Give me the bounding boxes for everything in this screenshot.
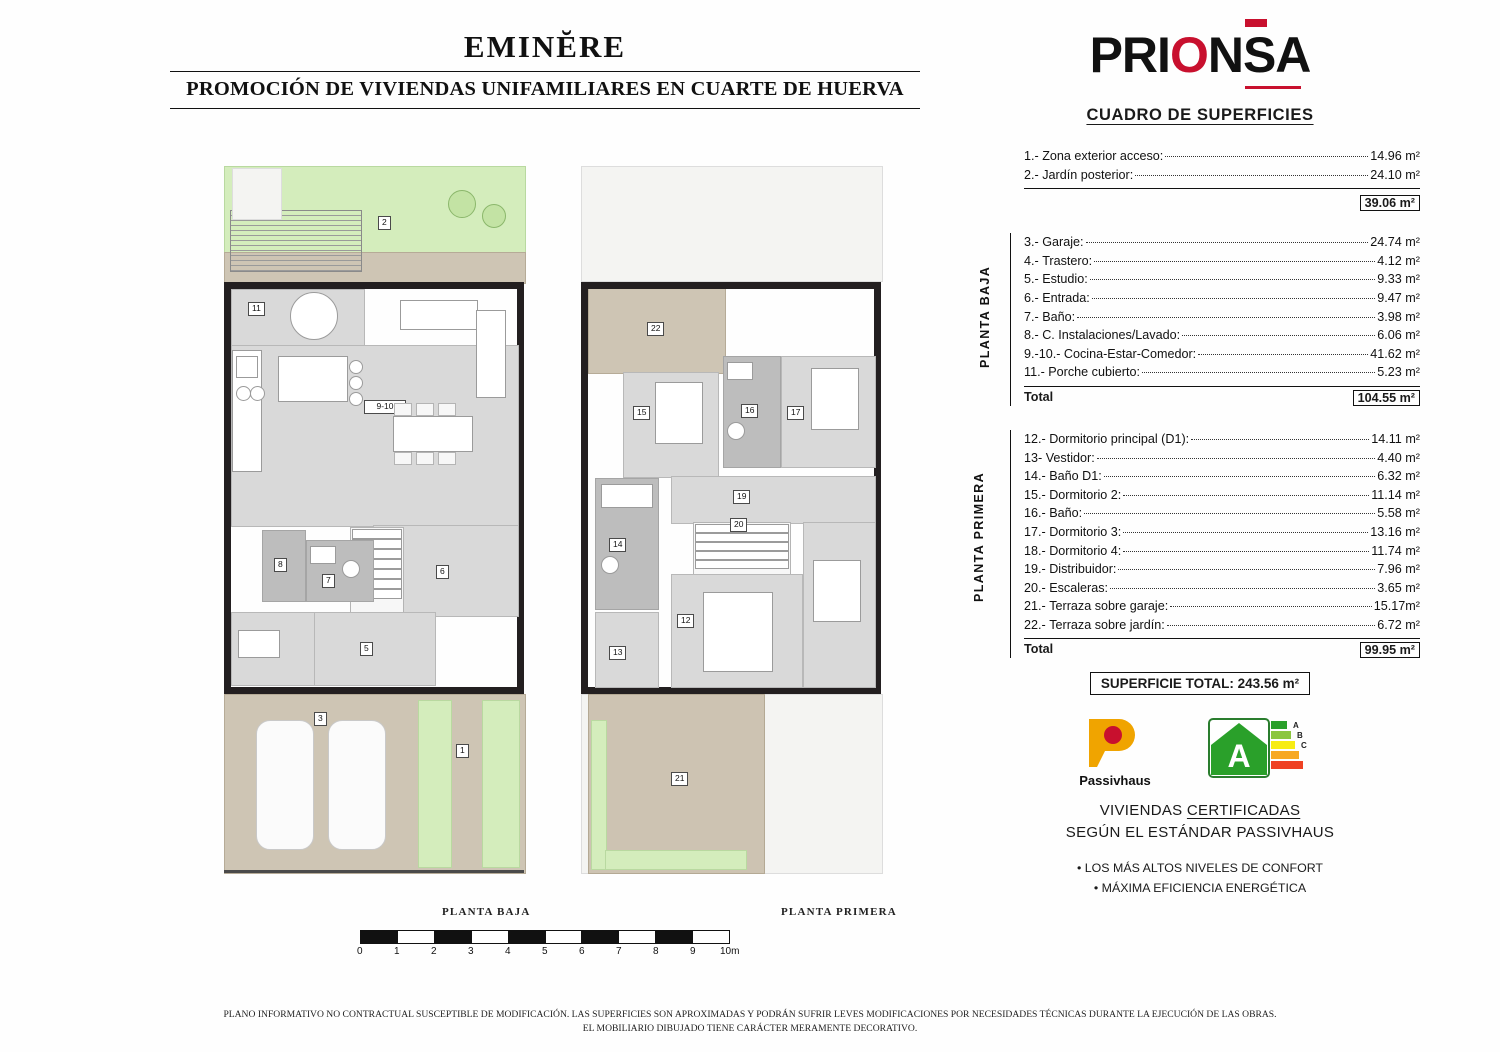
row-value: 24.10 m² [1370, 167, 1420, 182]
svg-text:A: A [1227, 738, 1251, 775]
disclaimer [0, 1008, 1500, 1036]
table-row [1024, 523, 1420, 542]
chair-icon [416, 452, 434, 465]
surface-schedule-panel [972, 27, 1420, 898]
passivhaus-logo [1079, 713, 1151, 788]
room-tag-13: 13 [609, 646, 626, 660]
room-tag-9-10: 9-10 [364, 400, 406, 414]
table-row [1024, 430, 1420, 449]
row-value: 3.98 m² [1377, 309, 1420, 324]
kitchen-island [278, 356, 348, 402]
table-row [1024, 345, 1420, 364]
logo-underline [1245, 86, 1301, 89]
car-icon [328, 720, 386, 850]
wall [224, 687, 524, 694]
room-tag-21: 21 [671, 772, 688, 786]
tree-icon [482, 204, 506, 228]
logo-text-right: NSA [1207, 27, 1311, 83]
disclaimer-line-2: EL MOBILIARIO DIBUJADO TIENE CARÁCTER MERAMENTE DECORATIVO. [582, 1023, 918, 1034]
room-tag-8: 8 [274, 558, 287, 572]
leader-dots [1123, 495, 1369, 496]
row-value: 5.23 m² [1377, 365, 1420, 380]
scale-tick-9: 9 [690, 946, 696, 957]
leader-dots [1135, 175, 1368, 176]
row-index: 7.- [1024, 309, 1039, 324]
shower-icon [727, 362, 753, 380]
table-row [1024, 542, 1420, 561]
row-label: Cocina-Estar-Comedor: [1063, 346, 1197, 361]
leader-dots [1191, 439, 1369, 440]
row-index: 5.- [1024, 272, 1039, 287]
scale-tick-3: 3 [468, 946, 474, 957]
toilet-icon [601, 556, 619, 574]
cert-line-1 [980, 800, 1420, 822]
logo-text-left: PRI [1089, 27, 1170, 83]
wall [581, 687, 881, 694]
first-floor-caption: PLANTA PRIMERA [781, 906, 897, 918]
subtotal-row [1024, 195, 1420, 211]
dining-table [393, 416, 473, 452]
scale-tick-8: 8 [653, 946, 659, 957]
disclaimer-line-1: PLANO INFORMATIVO NO CONTRACTUAL SUSCEPTIBLE DE MODIFICACIÓN. LAS SUPERFICIES SON APROXIMADAS Y PODRÁN SUFRIR LEVES MODIFICACIONES POR NECESIDADES TÉCNICAS DURANTE LA EJECUCIÓN DE LAS OBRAS. [223, 1009, 1277, 1020]
scale-tick-0: 0 [357, 946, 363, 957]
leader-dots [1142, 372, 1375, 373]
sofa-icon [476, 310, 506, 398]
passivhaus-label: Passivhaus [1079, 773, 1151, 789]
room-tag-17: 17 [787, 406, 804, 420]
leader-dots [1167, 625, 1376, 626]
table-row [1024, 363, 1420, 382]
stair-step [352, 529, 402, 539]
car-icon [256, 720, 314, 850]
access-planting [418, 700, 452, 868]
tree-icon [448, 190, 476, 218]
row-value: 13.16 m² [1370, 524, 1420, 539]
row-label: Escaleras: [1049, 580, 1108, 595]
row-label: Terraza sobre jardín: [1049, 617, 1165, 632]
row-index: 3.- [1024, 235, 1039, 250]
wall [581, 282, 588, 694]
schedule-group-ground [1024, 233, 1420, 406]
group-rule [1010, 233, 1011, 406]
leader-dots [1084, 513, 1375, 514]
row-value: 6.32 m² [1377, 469, 1420, 484]
bullet-item: • MÁXIMA EFICIENCIA ENERGÉTICA [1093, 881, 1307, 896]
subtotal-value: 39.06 m² [1360, 195, 1420, 211]
ground-floor-plan [218, 160, 530, 882]
bathtub-icon [310, 546, 336, 564]
row-value: 4.40 m² [1377, 450, 1420, 465]
room-tag-15: 15 [633, 406, 650, 420]
leader-dots [1097, 458, 1376, 459]
scale-bar [360, 930, 730, 942]
schedule-group-exterior [1024, 147, 1420, 211]
wall [224, 282, 524, 289]
table-row [1024, 147, 1420, 166]
row-index: 14.- [1024, 469, 1046, 484]
scale-tick-6: 6 [579, 946, 585, 957]
group-total-row [1024, 386, 1420, 406]
row-index: 13- [1024, 450, 1043, 465]
row-value: 6.72 m² [1377, 617, 1420, 632]
room-tag-1: 1 [456, 744, 469, 758]
table-row [1024, 308, 1420, 327]
row-value: 6.06 m² [1377, 328, 1420, 343]
title-block [170, 30, 920, 109]
table-row [1024, 449, 1420, 468]
row-label: Garaje: [1042, 235, 1084, 250]
group-label-planta-baja: PLANTA BAJA [978, 266, 992, 369]
row-label: Vestidor: [1045, 450, 1095, 465]
leader-dots [1123, 551, 1369, 552]
row-index: 8.- [1024, 328, 1039, 343]
prionsa-logo [1089, 27, 1311, 83]
terrace-planting-2 [605, 850, 747, 870]
table-row [1024, 326, 1420, 345]
row-index: 18.- [1024, 543, 1046, 558]
row-value: 14.96 m² [1370, 149, 1420, 163]
row-label: Estudio: [1042, 272, 1088, 287]
cert-line-1-b: CERTIFICADAS [1186, 802, 1301, 820]
row-index: 20.- [1024, 580, 1046, 595]
room-tag-5: 5 [360, 642, 373, 656]
row-value: 41.62 m² [1370, 346, 1420, 361]
row-label: Dormitorio 3: [1049, 524, 1122, 539]
stair-step [695, 533, 789, 542]
row-label: Entrada: [1042, 290, 1090, 305]
scale-tick-2: 2 [431, 946, 437, 957]
wall [581, 282, 881, 289]
room-tag-16: 16 [741, 404, 758, 418]
chair-icon [438, 403, 456, 416]
row-index: 21.- [1024, 599, 1046, 614]
group-rule [1010, 430, 1011, 659]
row-label: Trastero: [1042, 253, 1093, 268]
row-value: 9.33 m² [1377, 272, 1420, 287]
dressing-room [595, 612, 659, 688]
table-row [1024, 467, 1420, 486]
leader-dots [1090, 279, 1376, 280]
garage-boundary [224, 870, 524, 873]
row-label: Dormitorio 2: [1049, 487, 1122, 502]
leader-dots [1104, 476, 1376, 477]
row-index: 17.- [1024, 524, 1046, 539]
row-label: Porche cubierto: [1048, 365, 1140, 380]
bed-icon [811, 368, 859, 430]
passivhaus-icon [1079, 713, 1151, 771]
table-row [1024, 289, 1420, 308]
row-label: Dormitorio principal (D1): [1049, 431, 1190, 446]
scale-tick-10: 10m [720, 946, 740, 957]
title-divider-top [170, 71, 920, 72]
row-value: 14.11 m² [1371, 431, 1420, 446]
scale-tick-5: 5 [542, 946, 548, 957]
row-label: Distribuidor: [1049, 562, 1117, 577]
chair-icon [438, 452, 456, 465]
scale-tick-4: 4 [505, 946, 511, 957]
room-tag-14: 14 [609, 538, 626, 552]
project-brand: EMINĔRE [463, 29, 627, 64]
row-label: Baño: [1049, 506, 1083, 521]
hall-distributor [671, 476, 876, 524]
row-index: 1.- [1024, 149, 1039, 163]
leader-dots [1123, 532, 1368, 533]
toilet-icon [727, 422, 745, 440]
leader-dots [1110, 588, 1375, 589]
table-row [1024, 486, 1420, 505]
row-value: 4.12 m² [1377, 253, 1420, 268]
svg-text:C: C [1301, 741, 1307, 751]
group-label-planta-primera: PLANTA PRIMERA [972, 471, 986, 602]
stool-icon [349, 360, 363, 374]
room-tag-12: 12 [677, 614, 694, 628]
table-row [1024, 616, 1420, 635]
row-value: 15.17m² [1373, 599, 1420, 614]
logo-accent-bar [1245, 19, 1267, 27]
group-divider [1024, 188, 1420, 192]
row-index: 16.- [1024, 506, 1046, 521]
row-label: Baño: [1042, 309, 1076, 324]
leader-dots [1094, 261, 1375, 262]
terrace-planting [591, 720, 607, 870]
table-row [1024, 579, 1420, 598]
stair-step [695, 551, 789, 560]
panel-title: CUADRO DE SUPERFICIES [1086, 106, 1314, 124]
leader-dots [1165, 156, 1368, 157]
ground-floor-caption: PLANTA BAJA [442, 906, 531, 918]
room-tag-7: 7 [322, 574, 335, 588]
roof-outline-upper [581, 166, 883, 282]
chair-icon [394, 452, 412, 465]
leader-dots [1086, 242, 1369, 243]
schedule-group-first [1024, 430, 1420, 659]
row-value: 3.65 m² [1377, 580, 1420, 595]
room-tag-6: 6 [436, 565, 449, 579]
table-row [1024, 252, 1420, 271]
table-row [1024, 270, 1420, 289]
leader-dots [1118, 569, 1375, 570]
row-index: 2.- [1024, 167, 1039, 182]
total-label: Total [1024, 389, 1054, 404]
stool-icon [349, 376, 363, 390]
row-index: 19.- [1024, 562, 1046, 577]
sofa-icon [400, 300, 478, 330]
certification-text [980, 800, 1420, 844]
row-value: 5.58 m² [1377, 506, 1420, 521]
benefit-bullets [980, 858, 1420, 898]
room-tag-3: 3 [314, 712, 327, 726]
bed-icon [703, 592, 773, 672]
row-label: Dormitorio 4: [1049, 543, 1122, 558]
porch-table [290, 292, 338, 340]
cert-line-1-a: VIVIENDAS [1099, 802, 1187, 820]
row-value: 11.74 m² [1371, 543, 1420, 558]
table-row [1024, 597, 1420, 616]
row-label: Terraza sobre garaje: [1049, 599, 1169, 614]
chair-icon [416, 403, 434, 416]
energy-rating-logo [1201, 713, 1321, 788]
row-value: 9.47 m² [1377, 290, 1420, 305]
bed-icon [813, 560, 861, 622]
total-value: 104.55 m² [1353, 390, 1420, 406]
svg-text:B: B [1297, 731, 1303, 741]
study-room [314, 612, 436, 686]
row-value: 11.14 m² [1371, 487, 1420, 502]
chair-icon [394, 403, 412, 416]
energy-label-icon [1201, 713, 1321, 783]
garden-store [232, 168, 282, 220]
row-index: 22.- [1024, 617, 1046, 632]
hob-burner-icon [236, 386, 251, 401]
total-value: 99.95 m² [1360, 642, 1420, 658]
bed-icon [655, 382, 703, 444]
cert-line-2: SEGÚN EL ESTÁNDAR PASSIVHAUS [1065, 824, 1335, 842]
row-label: C. Instalaciones/Lavado: [1042, 328, 1181, 343]
stair-step [695, 560, 789, 569]
bed-icon [238, 630, 280, 658]
certification-logos [980, 713, 1420, 788]
scale-tick-1: 1 [394, 946, 400, 957]
total-label: Total [1024, 642, 1054, 657]
table-row [1024, 504, 1420, 523]
leader-dots [1170, 606, 1372, 607]
leader-dots [1182, 335, 1375, 336]
leader-dots [1077, 317, 1375, 318]
title-divider-bottom [170, 108, 920, 109]
stool-icon [349, 392, 363, 406]
table-row [1024, 233, 1420, 252]
row-index: 11.- [1024, 365, 1045, 380]
row-index: 15.- [1024, 487, 1046, 502]
room-tag-2: 2 [378, 216, 391, 230]
hob-burner-icon [250, 386, 265, 401]
toilet-icon [342, 560, 360, 578]
room-tag-19: 19 [733, 490, 750, 504]
row-value: 7.96 m² [1377, 562, 1420, 577]
room-tag-22: 22 [647, 322, 664, 336]
wall [224, 282, 231, 694]
scale-tick-7: 7 [616, 946, 622, 957]
leader-dots [1092, 298, 1375, 299]
access-planting-2 [482, 700, 520, 868]
bathtub-icon [601, 484, 653, 508]
row-index: 6.- [1024, 290, 1039, 305]
row-label: Baño D1: [1049, 469, 1102, 484]
room-tag-20: 20 [730, 518, 747, 532]
room-tag-11: 11 [248, 302, 265, 316]
first-floor-plan [575, 160, 887, 882]
row-index: 4.- [1024, 253, 1039, 268]
row-label: Jardín posterior: [1042, 167, 1134, 182]
row-index: 12.- [1024, 431, 1046, 446]
bullet-item: • LOS MÁS ALTOS NIVELES DE CONFORT [1076, 861, 1324, 876]
project-subtitle: PROMOCIÓN DE VIVIENDAS UNIFAMILIARES EN CUARTE DE HUERVA [186, 78, 904, 101]
stair-step [695, 542, 789, 551]
svg-text:A: A [1293, 721, 1299, 731]
row-index: 9.-10.- [1024, 346, 1061, 361]
sink-icon [236, 356, 258, 378]
row-value: 24.74 m² [1370, 235, 1420, 250]
leader-dots [1198, 354, 1368, 355]
table-row [1024, 166, 1420, 185]
group-total-row [1024, 638, 1420, 658]
logo-text-mid: O [1169, 27, 1208, 83]
grand-total-badge: SUPERFICIE TOTAL: 243.56 m² [1090, 672, 1310, 695]
row-label: Zona exterior acceso: [1042, 149, 1164, 163]
table-row [1024, 560, 1420, 579]
